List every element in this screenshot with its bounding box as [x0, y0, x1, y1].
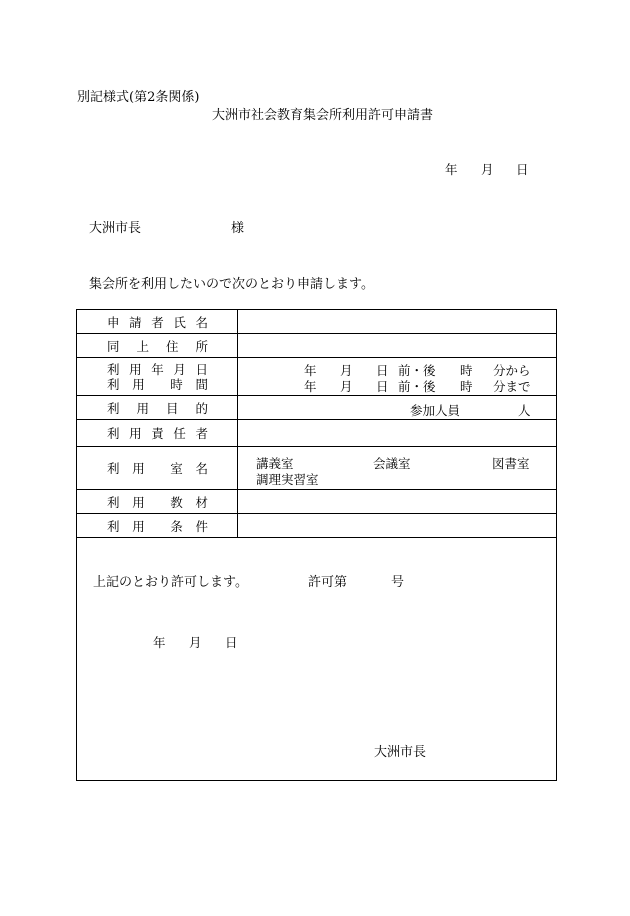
field-responsible[interactable] — [238, 420, 557, 447]
row-address — [77, 334, 557, 358]
row-room — [77, 447, 557, 490]
room-cooking[interactable]: 調理実習室 — [256, 471, 319, 487]
field-applicant[interactable] — [238, 310, 557, 334]
date-year: 年 — [445, 162, 458, 177]
label-purpose: 利 用 目 的 — [77, 396, 238, 420]
signer-name: 大洲市長 — [374, 745, 427, 760]
dt-month-2: 月 — [340, 378, 353, 394]
dt-month-1: 月 — [340, 362, 353, 378]
room-meeting[interactable]: 会議室 — [373, 455, 411, 471]
approval-day: 日 — [225, 635, 238, 650]
label-datetime: 利 用 年 月 日 利 用 時 間 — [77, 358, 238, 396]
dt-from: 分から — [493, 362, 531, 378]
room-library[interactable]: 図書室 — [492, 455, 530, 471]
date-month: 月 — [481, 162, 494, 177]
dt-ampm-2: 前・後 — [398, 378, 436, 394]
dt-year-1: 年 — [304, 362, 317, 378]
participants-label: 参加人員 — [410, 402, 461, 418]
label-applicant: 申 請 者 氏 名 — [77, 310, 238, 334]
dt-day-1: 日 — [376, 362, 389, 378]
field-materials[interactable] — [238, 490, 557, 514]
addressee-honorific: 様 — [231, 221, 245, 236]
room-lecture[interactable]: 講義室 — [256, 455, 294, 471]
participants-unit: 人 — [518, 402, 531, 418]
field-conditions[interactable] — [238, 514, 557, 538]
dt-day-2: 日 — [376, 378, 389, 394]
dt-until: 分まで — [493, 378, 531, 394]
permit-no-label: 許可第 — [308, 575, 348, 590]
form-ref: 別記様式(第2条関係) — [77, 90, 200, 105]
application-table — [76, 309, 557, 538]
row-conditions — [77, 514, 557, 538]
addressee-name: 大洲市長 — [89, 221, 142, 236]
permit-no-suffix: 号 — [391, 575, 405, 590]
label-conditions: 利 用 条 件 — [77, 514, 238, 538]
field-datetime[interactable] — [238, 358, 557, 396]
row-responsible — [77, 420, 557, 447]
date-day: 日 — [516, 162, 529, 177]
dt-ampm-1: 前・後 — [398, 362, 436, 378]
intro-text: 集会所を利用したいので次のとおり申請します。 — [89, 277, 374, 292]
approval-text: 上記のとおり許可します。 — [93, 575, 248, 590]
row-applicant — [77, 310, 557, 334]
label-responsible: 利 用 責 任 者 — [77, 420, 238, 447]
approval-year: 年 — [153, 635, 166, 650]
dt-hour-1: 時 — [460, 362, 473, 378]
field-purpose[interactable] — [238, 396, 557, 420]
dt-year-2: 年 — [304, 378, 317, 394]
dt-hour-2: 時 — [460, 378, 473, 394]
label-materials: 利 用 教 材 — [77, 490, 238, 514]
label-address: 同 上 住 所 — [77, 334, 238, 358]
row-datetime — [77, 358, 557, 396]
field-room[interactable] — [238, 447, 557, 490]
row-purpose — [77, 396, 557, 420]
label-room: 利 用 室 名 — [77, 447, 238, 490]
approval-month: 月 — [189, 635, 202, 650]
row-materials — [77, 490, 557, 514]
document-title: 大洲市社会教育集会所利用許可申請書 — [212, 108, 434, 123]
field-address[interactable] — [238, 334, 557, 358]
